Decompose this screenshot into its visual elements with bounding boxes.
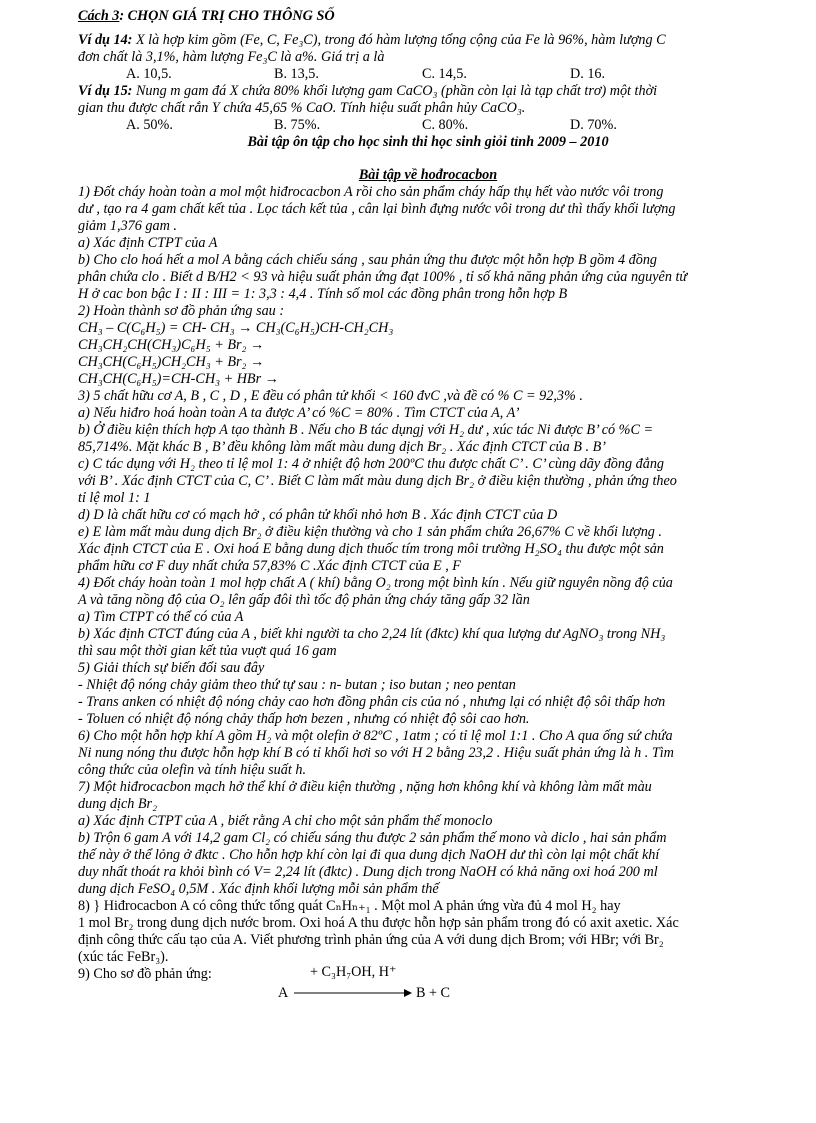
option-d: D. 70%. xyxy=(570,117,617,133)
option-c: C. 14,5. xyxy=(422,66,467,82)
q8-line-1: 8) } Hiđrocacbon A có công thức tổng quát CₙHₙ₊₁ . Một mol A phản ứng vừa đủ 4 mol H₂ hay xyxy=(78,898,621,914)
example-15-options xyxy=(78,117,778,134)
reaction-arrow-icon xyxy=(292,986,414,1000)
body-line: a) Nếu hiđro hoá hoàn toàn A ta được A’ có %C = 80% . Tìm CTCT của A, A’ xyxy=(78,405,520,421)
body-line: 1) Đốt cháy hoàn toàn a mol một hiđrocacbon A rồi cho sản phẩm cháy hấp thụ hết vào nước vôi trong xyxy=(78,184,664,200)
body-line: e) E làm mất màu dung dịch Br₂ ở điều kiện thường và cho 1 sản phẩm chứa 26,67% C về khối lượng . xyxy=(78,524,662,540)
section-title: Bài tập ôn tập cho học sinh thi học sinh giỏi tỉnh 2009 – 2010 xyxy=(247,134,609,150)
body-line: - Nhiệt độ nóng chảy giảm theo thứ tự sau : n- butan ; iso butan ; neo pentan xyxy=(78,677,516,693)
exercise-body xyxy=(78,184,778,898)
body-line: c) C tác dụng với H₂ theo tỉ lệ mol 1: 4 ở nhiệt độ hơn 200ºC thu được chất C’ . C’ cùng dãy đồng đẳng xyxy=(78,456,665,472)
body-line: CH₃CH(C₆H₅)=CH-CH₃ + HBr → xyxy=(78,371,279,387)
option-b: B. 75%. xyxy=(274,117,321,133)
example-14-line-1: Ví dụ 14: X là hợp kim gồm (Fe, C, Fe₃C), trong đó hàm lượng tổng cộng của Fe là 96%, hàm lượng C xyxy=(78,32,666,48)
body-line: công thức của olefin và tính hiệu suất h. xyxy=(78,762,306,778)
body-line: a) Tìm CTPT có thể có của A xyxy=(78,609,244,625)
body-line: thế này ở thể lỏng ở đktc . Cho hỗn hợp khí còn lại đi qua dung dịch NaOH dư thì còn lại một chất khí xyxy=(78,847,660,863)
body-line: b) Trộn 6 gam A với 14,2 gam Cl₂ có chiếu sáng thu được 2 sản phẩm thế mono và diclo , hai sản phẩm xyxy=(78,830,667,846)
body-line: 2) Hoàn thành sơ đồ phản ứng sau : xyxy=(78,303,285,319)
body-line: phân chứa clo . Biết d B/H2 < 93 và hiệu suất phản ứng đạt 100% , tỉ số khả năng phản ứng của nguyên tử xyxy=(78,269,688,285)
body-line: CH₃ – C(C₆H₅) = CH- CH₃ → CH₃(C₆H₅)CH-CH₂CH₃ xyxy=(78,320,394,336)
document-page xyxy=(78,8,778,1006)
example-14-line-2: đơn chất là 3,1%, hàm lượng Fe₃C là a%. Giá trị a là xyxy=(78,49,385,65)
option-a: A. 10,5. xyxy=(126,66,172,82)
body-line: 5) Giải thích sự biến đổi sau đây xyxy=(78,660,265,676)
body-line: Xác định CTCT của E . Oxi hoá E bằng dung dịch thuốc tím trong môi trường H₂SO₄ thu được một sản xyxy=(78,541,664,557)
reagent-label: + C₃H₇OH, H⁺ xyxy=(310,964,397,980)
body-line: A và tăng nồng độ của O₂ lên gấp đôi thì tốc độ phản ứng cháy tăng gấp 32 lần xyxy=(78,592,530,608)
body-line: duy nhất thoát ra khỏi bình có V= 2,24 lít (đktc) . Dung dịch trong NaOH có khả năng oxi hoá 200 ml xyxy=(78,864,658,880)
body-line: thì sau một thời gian kết tủa vuợt quá 16 gam xyxy=(78,643,337,659)
body-line: - Trans anken có nhiệt độ nóng chảy cao hơn đồng phân cis của nó , nhưng lại có nhiệt độ sôi thấp hơn xyxy=(78,694,666,710)
reactant-a: A xyxy=(278,985,289,1001)
option-d: D. 16. xyxy=(570,66,606,82)
body-line: với B’ . Xác định CTCT của C, C’ . Biết C làm mất màu dung dịch Br₂ ở điều kiện thường , phản ứng theo xyxy=(78,473,677,489)
option-a: A. 50%. xyxy=(126,117,173,133)
example-15-line-2: gian thu được chất rắn Y chứa 45,65 % CaO. Tính hiệu suất phân hủy CaCO₃. xyxy=(78,100,526,116)
subsection-title: Bài tập về hođrocacbon xyxy=(358,167,498,183)
option-c: C. 80%. xyxy=(422,117,469,133)
example-14-options xyxy=(78,66,778,83)
body-line: 85,714%. Mặt khác B , B’ đều không làm mất màu dung dịch Br₂ . Xác định CTCT của B . B’ xyxy=(78,439,606,455)
method-heading: Cách 3: CHỌN GIÁ TRỊ CHO THÔNG SỐ xyxy=(78,8,335,24)
body-line: CH₃CH₂CH(CH₃)C₆H₅ + Br₂ → xyxy=(78,337,265,353)
body-line: 6) Cho một hỗn hợp khí A gồm H₂ và một olefin ở 82ºC , 1atm ; có tỉ lệ mol 1:1 . Cho A qua ống sứ chứa xyxy=(78,728,673,744)
q9-intro: 9) Cho sơ đồ phản ứng: xyxy=(78,966,212,982)
body-line: a) Xác định CTPT của A xyxy=(78,235,218,251)
body-line: H ở cac bon bậc I : II : III = 1: 3,3 : 4,4 . Tính số mol các đồng phân trong hỗn hợp B xyxy=(78,286,568,302)
body-line: b) Xác định CTCT đúng của A , biết khi người ta cho 2,24 lít (đktc) khí qua lượng dư AgNO₃ trong NH₃ xyxy=(78,626,666,642)
products-b-c: B + C xyxy=(416,985,451,1001)
example-15-line-1: Ví dụ 15: Nung m gam đá X chứa 80% khối lượng gam CaCO₃ (phần còn lại là tạp chất trơ) một thời xyxy=(78,83,658,99)
q8-line-3: định công thức cấu tạo của A. Viết phương trình phản ứng của A với dung dịch Brom; với HBr; với Br₂ xyxy=(78,932,664,948)
body-line: Ni nung nóng thu được hỗn hợp khí B có tỉ khối hơi so với H 2 bằng 23,2 . Hiệu suất phản ứng là h . Tìm xyxy=(78,745,674,761)
body-line: dung dịch FeSO₄ 0,5M . Xác định khối lượng mỗi sản phẩm thế xyxy=(78,881,439,897)
body-line: d) D là chất hữu cơ có mạch hở , có phân tử khối nhỏ hơn B . Xác định CTCT của D xyxy=(78,507,558,523)
body-line: phẩm hữu cơ F duy nhất chứa 57,83% C .Xác định CTCT của E , F xyxy=(78,558,461,574)
body-line: dung dịch Br₂ xyxy=(78,796,158,812)
body-line: b) Cho clo hoá hết a mol A bằng cách chiếu sáng , sau phản ứng thu được một hỗn hợp B gồm 4 đồng xyxy=(78,252,658,268)
body-line: 7) Một hiđrocacbon mạch hở thể khí ở điều kiện thường , nặng hơn không khí và không làm mất màu xyxy=(78,779,652,795)
reaction-scheme xyxy=(78,966,778,1006)
body-line: - Toluen có nhiệt độ nóng chảy thấp hơn bezen , nhưng có nhiệt độ sôi cao hơn. xyxy=(78,711,530,727)
q8-line-2: 1 mol Br₂ trong dung dịch nước brom. Oxi hoá A thu được hỗn hợp sản phẩm trong đó có axit axetic. Xác xyxy=(78,915,679,931)
body-line: b) Ở điều kiện thích hợp A tạo thành B . Nếu cho B tác dụngj với H₂ dư , xúc tác Ni được B’ có %C = xyxy=(78,422,654,438)
body-line: tỉ lệ mol 1: 1 xyxy=(78,490,151,506)
body-line: a) Xác định CTPT của A , biết rằng A chỉ cho một sản phẩm thế monoclo xyxy=(78,813,493,829)
body-line: CH₃CH(C₆H₅)CH₂CH₃ + Br₂ → xyxy=(78,354,265,370)
body-line: giảm 1,376 gam . xyxy=(78,218,177,234)
option-b: B. 13,5. xyxy=(274,66,319,82)
body-line: 4) Đốt cháy hoàn toàn 1 mol hợp chất A ( khí) bằng O₂ trong một bình kín . Nếu giữ nguyên nồng độ của xyxy=(78,575,673,591)
body-line: dư , tạo ra 4 gam chất kết tủa . Lọc tách kết tủa , cân lại bình đựng nước vôi trong dư thì thấy khối lượng xyxy=(78,201,676,217)
q8-line-4: (xúc tác FeBr₃). xyxy=(78,949,169,965)
body-line: 3) 5 chất hữu cơ A, B , C , D , E đều có phân tử khối < 160 đvC ,và đề có % C = 92,3% . xyxy=(78,388,583,404)
